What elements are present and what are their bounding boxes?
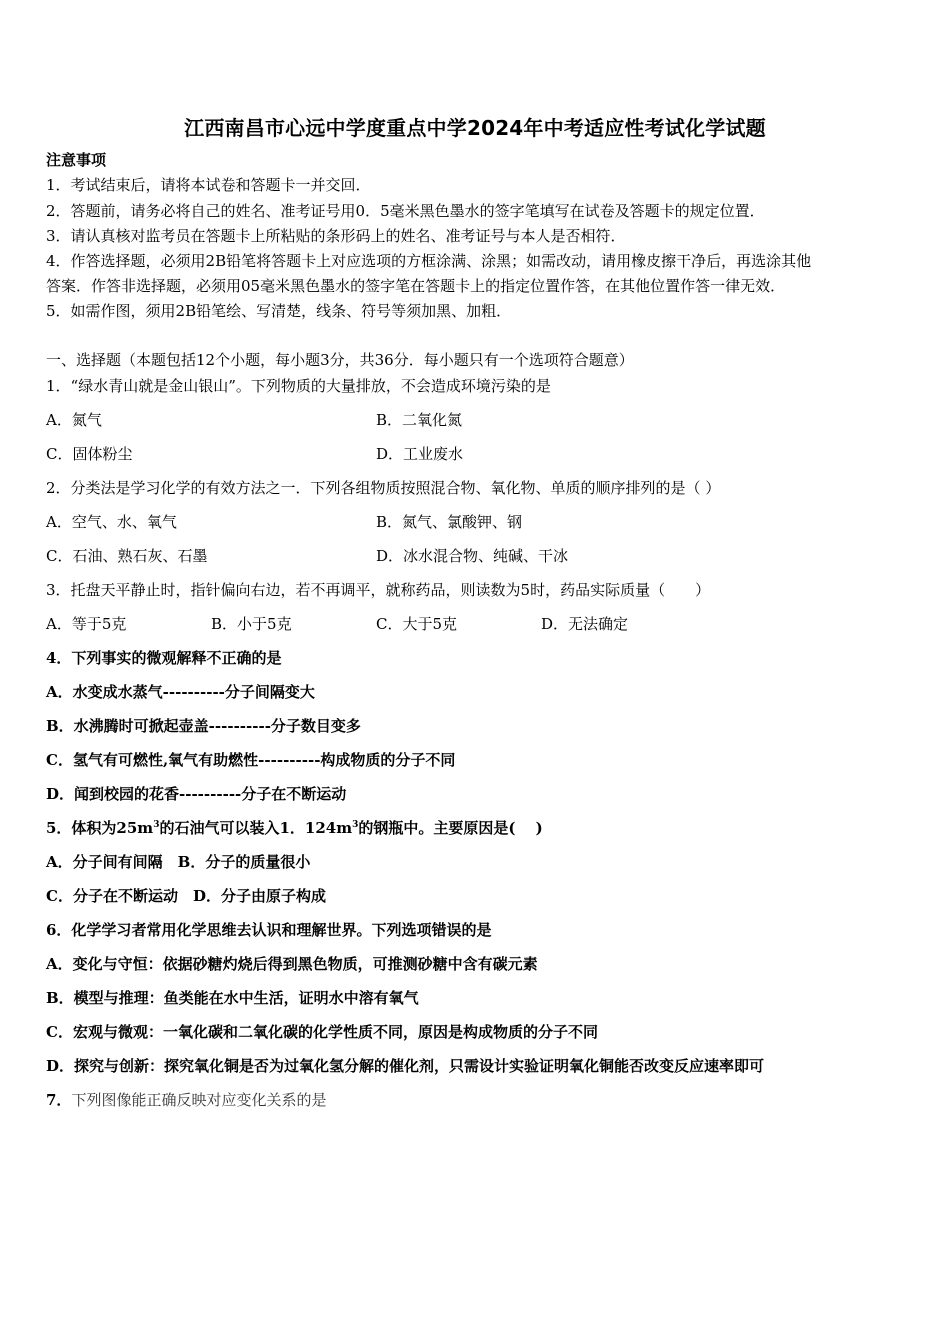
q1-option-d: D．工业废水 xyxy=(376,445,464,463)
q3-option-a: A．等于5克 xyxy=(46,615,127,633)
q4-option-c: C．氢气有可燃性,氧气有助燃性----------构成物质的分子不同 xyxy=(46,751,456,769)
q6-option-d: D．探究与创新：探究氧化铜是否为过氧化氢分解的催化剂，只需设计实验证明氧化铜能否改变反应速率即可 xyxy=(46,1057,765,1075)
q5-stem-part: 的钢瓶中。主要原因是( ) xyxy=(358,819,543,837)
q2-option-a: A．空气、水、氧气 xyxy=(46,513,177,531)
notice-item: 5．如需作图，须用2B铅笔绘、写清楚，线条、符号等须加黑、加粗． xyxy=(46,302,512,320)
q3-option-c: C．大于5克 xyxy=(376,615,458,633)
q5-options-cd: C．分子在不断运动 D．分子由原子构成 xyxy=(46,887,326,905)
section-heading: 一、选择题（本题包括12个小题，每小题3分，共36分．每小题只有一个选项符合题意） xyxy=(46,351,634,369)
q5-options-ab: A．分子间有间隔 B．分子的质量很小 xyxy=(46,853,311,871)
q2-option-d: D．冰水混合物、纯碱、干冰 xyxy=(376,547,569,565)
q5-stem-part: 的石油气可以装入1．124m xyxy=(159,819,353,837)
q1-option-c: C．固体粉尘 xyxy=(46,445,133,463)
q5-superscript: 3 xyxy=(153,820,160,830)
question-7-stem xyxy=(46,1090,326,1110)
question-5-stem xyxy=(46,818,543,838)
question-6-stem: 6．化学学习者常用化学思维去认识和理解世界。下列选项错误的是 xyxy=(46,921,492,939)
notice-item: 1．考试结束后，请将本试卷和答题卡一并交回． xyxy=(46,176,371,194)
question-3-stem: 3．托盘天平静止时，指针偏向右边，若不再调平，就称药品，则读数为5时，药品实际质量（ ） xyxy=(46,581,711,599)
q4-option-b: B．水沸腾时可掀起壶盖----------分子数目变多 xyxy=(46,717,361,735)
q4-option-a: A．水变成水蒸气----------分子间隔变大 xyxy=(46,683,315,701)
q4-option-d: D．闻到校园的花香----------分子在不断运动 xyxy=(46,785,347,803)
question-1-stem: 1．“绿水青山就是金山银山”。下列物质的大量排放，不会造成环境污染的是 xyxy=(46,377,551,395)
q3-option-d: D．无法确定 xyxy=(541,615,629,633)
q1-option-a: A．氮气 xyxy=(46,411,102,429)
question-2-stem: 2．分类法是学习化学的有效方法之一．下列各组物质按照混合物、氧化物、单质的顺序排列的是（ ） xyxy=(46,479,721,497)
q6-option-b: B．模型与推理：鱼类能在水中生活，证明水中溶有氧气 xyxy=(46,989,419,1007)
notice-item: 4．作答选择题，必须用2B铅笔将答题卡上对应选项的方框涂满、涂黑；如需改动，请用橡皮擦干净后，再选涂其他 xyxy=(46,252,812,270)
notice-item: 2．答题前，请务必将自己的姓名、准考证号用0．5毫米黑色墨水的签字笔填写在试卷及答题卡的规定位置． xyxy=(46,202,765,220)
notice-item: 答案．作答非选择题，必须用05毫米黑色墨水的签字笔在答题卡上的指定位置作答，在其他位置作答一律无效． xyxy=(46,277,786,295)
q5-superscript: 3 xyxy=(352,820,359,830)
q6-option-a: A．变化与守恒：依据砂糖灼烧后得到黑色物质，可推测砂糖中含有碳元素 xyxy=(46,955,538,973)
q3-option-b: B．小于5克 xyxy=(211,615,292,633)
page-title: 江西南昌市心远中学度重点中学2024年中考适应性考试化学试题 xyxy=(184,116,766,140)
q6-option-c: C．宏观与微观：一氧化碳和二氧化碳的化学性质不同，原因是构成物质的分子不同 xyxy=(46,1023,598,1041)
notice-heading: 注意事项 xyxy=(46,151,107,169)
q2-option-b: B．氮气、氯酸钾、钢 xyxy=(376,513,523,531)
q7-number: 7． xyxy=(46,1091,72,1109)
q1-option-b: B．二氧化氮 xyxy=(376,411,463,429)
question-4-stem: 4．下列事实的微观解释不正确的是 xyxy=(46,649,282,667)
q5-stem-part: 5．体积为25m xyxy=(46,819,154,837)
q7-text: 下列图像能正确反映对应变化关系的是 xyxy=(71,1091,327,1109)
q2-option-c: C．石油、熟石灰、石墨 xyxy=(46,547,208,565)
notice-item: 3．请认真核对监考员在答题卡上所粘贴的条形码上的姓名、准考证号与本人是否相符． xyxy=(46,227,626,245)
